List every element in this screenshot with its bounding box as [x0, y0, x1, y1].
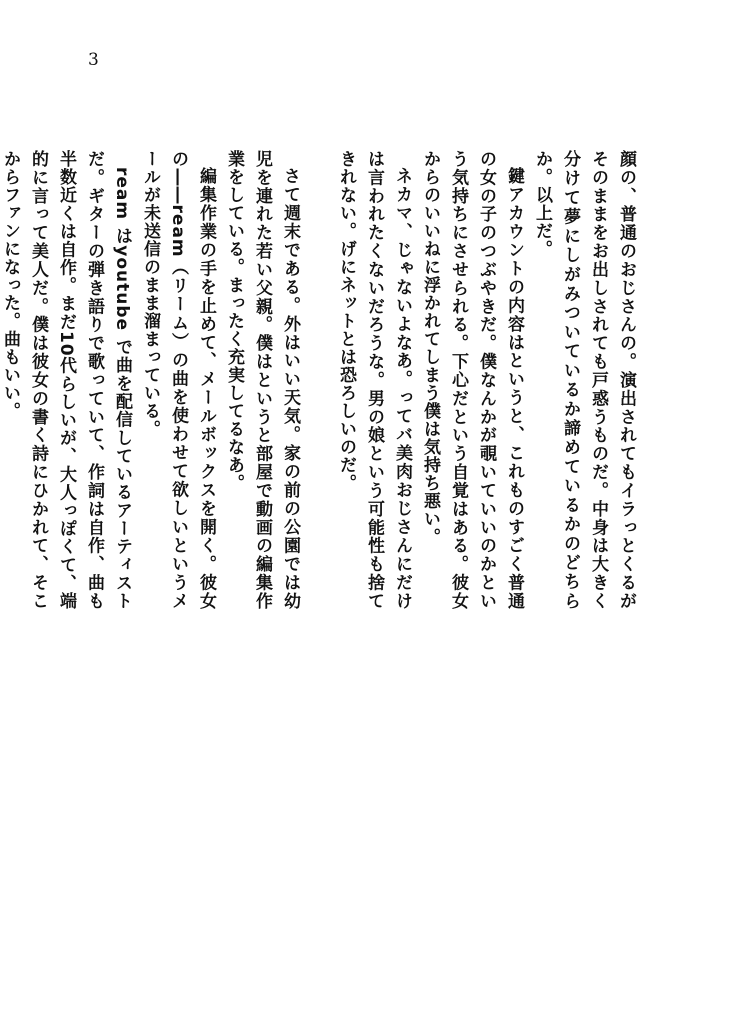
body-text: [0, 150, 640, 611]
paragraph: さて週末である。外はいい天気。家の前の公園では幼児を連れた若い父親。僕はというと部屋で動画の編集作業をしている。まったく充実してるなあ。: [224, 150, 300, 611]
paragraph: ream はyoutube で曲を配信しているアーティストだ。ギターの弾き語りで歌っていて、作詞は自作、曲も半数近くは自作。まだ10代らしいが、大人っぽくて、端的に言って美人だ。僕は彼女の書く詩にひかれて、そこからファンになった。曲もいい。: [0, 150, 132, 610]
page-number: 3: [88, 50, 99, 70]
paragraph-spacer: [304, 150, 332, 178]
paragraph: 編集作業の手を止めて、メールボックスを開く。彼女の――ream（リーム）の曲を使わせて欲しいというメールが未送信のまま溜まっている。: [140, 150, 216, 610]
paragraph: 鍵アカウントの内容はというと、これものすごく普通の女の子のつぶやきだ。僕なんかが覗いていいのかという気持ちにさせられる。下心だという自覚はある。彼女からのいいねに浮かれてしまう僕は気持ち悪い。: [420, 150, 524, 610]
paragraph: ネカマ、じゃないよなあ。ってバ美肉おじさんにだけは言われたくないだろうな。男の娘という可能性も捨てきれない。げにネットとは恐ろしいのだ。: [336, 150, 412, 610]
paragraph: 顔の、普通のおじさんの。演出されてもイラっとくるがそのままをお出しされても戸惑うものだ。中身は大きく分けて夢にしがみついているか諦めているかのどちらか。以上だ。: [532, 150, 636, 610]
